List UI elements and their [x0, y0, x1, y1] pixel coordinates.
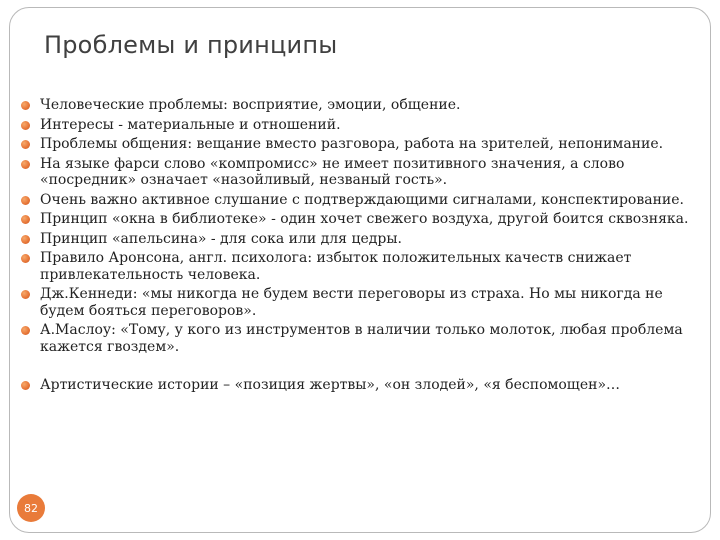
bullet-icon [21, 235, 30, 244]
list-item-text: Принцип «апельсина» - для сока или для цедры. [40, 230, 402, 247]
bullet-icon [21, 101, 30, 110]
list-item-text: Правило Аронсона, англ. психолога: избыток положительных качеств снижает привлекательность человека. [40, 250, 632, 283]
list-item-text: А.Маслоу: «Тому, у кого из инструментов в наличии только молоток, любая проблема кажется гвоздем». [40, 322, 683, 355]
bullet-icon [21, 140, 30, 149]
list-item [21, 250, 701, 283]
list-item [21, 156, 701, 189]
list-item-text: Интересы - материальные и отношений. [40, 116, 341, 133]
list-item-text: На языке фарси слово «компромисс» не имеет позитивного значения, а слово «посредник» означает «назойливый, незваный гость». [40, 155, 625, 188]
page-number-badge: 82 [17, 494, 45, 522]
bullet-icon [21, 160, 30, 169]
list-item-text: Дж.Кеннеди: «мы никогда не будем вести переговоры из страха. Но мы никогда не будем бояться переговоров». [40, 286, 663, 319]
list-item-text: Принцип «окна в библиотеке» - один хочет свежего воздуха, другой боится сквозняка. [40, 211, 689, 227]
list-item [21, 377, 701, 394]
bullet-icon [21, 121, 30, 130]
list-item-text: Проблемы общения: вещание вместо разговора, работа на зрителей, непонимание. [40, 136, 664, 152]
list-item [21, 286, 701, 319]
list-item [21, 211, 701, 228]
list-item [21, 97, 701, 114]
list-item-text: Человеческие проблемы: восприятие, эмоции, общение. [40, 97, 461, 113]
bullet-icon [21, 215, 30, 224]
slide-title: Проблемы и принципы [44, 31, 338, 59]
list-item [21, 117, 701, 134]
bullet-icon [21, 196, 30, 205]
list-item-text: Очень важно активное слушание с подтверждающими сигналами, конспектирование. [40, 191, 684, 208]
bullet-list [21, 97, 701, 397]
bullet-icon [21, 290, 30, 299]
bullet-icon [21, 254, 30, 263]
list-item [21, 192, 701, 209]
list-item-text: Артистические истории – «позиция жертвы», «он злодей», «я беспомощен»… [40, 377, 621, 393]
bullet-icon [21, 381, 30, 390]
list-item [21, 231, 701, 248]
bullet-icon [21, 326, 30, 335]
list-item [21, 322, 701, 355]
list-item [21, 136, 701, 153]
